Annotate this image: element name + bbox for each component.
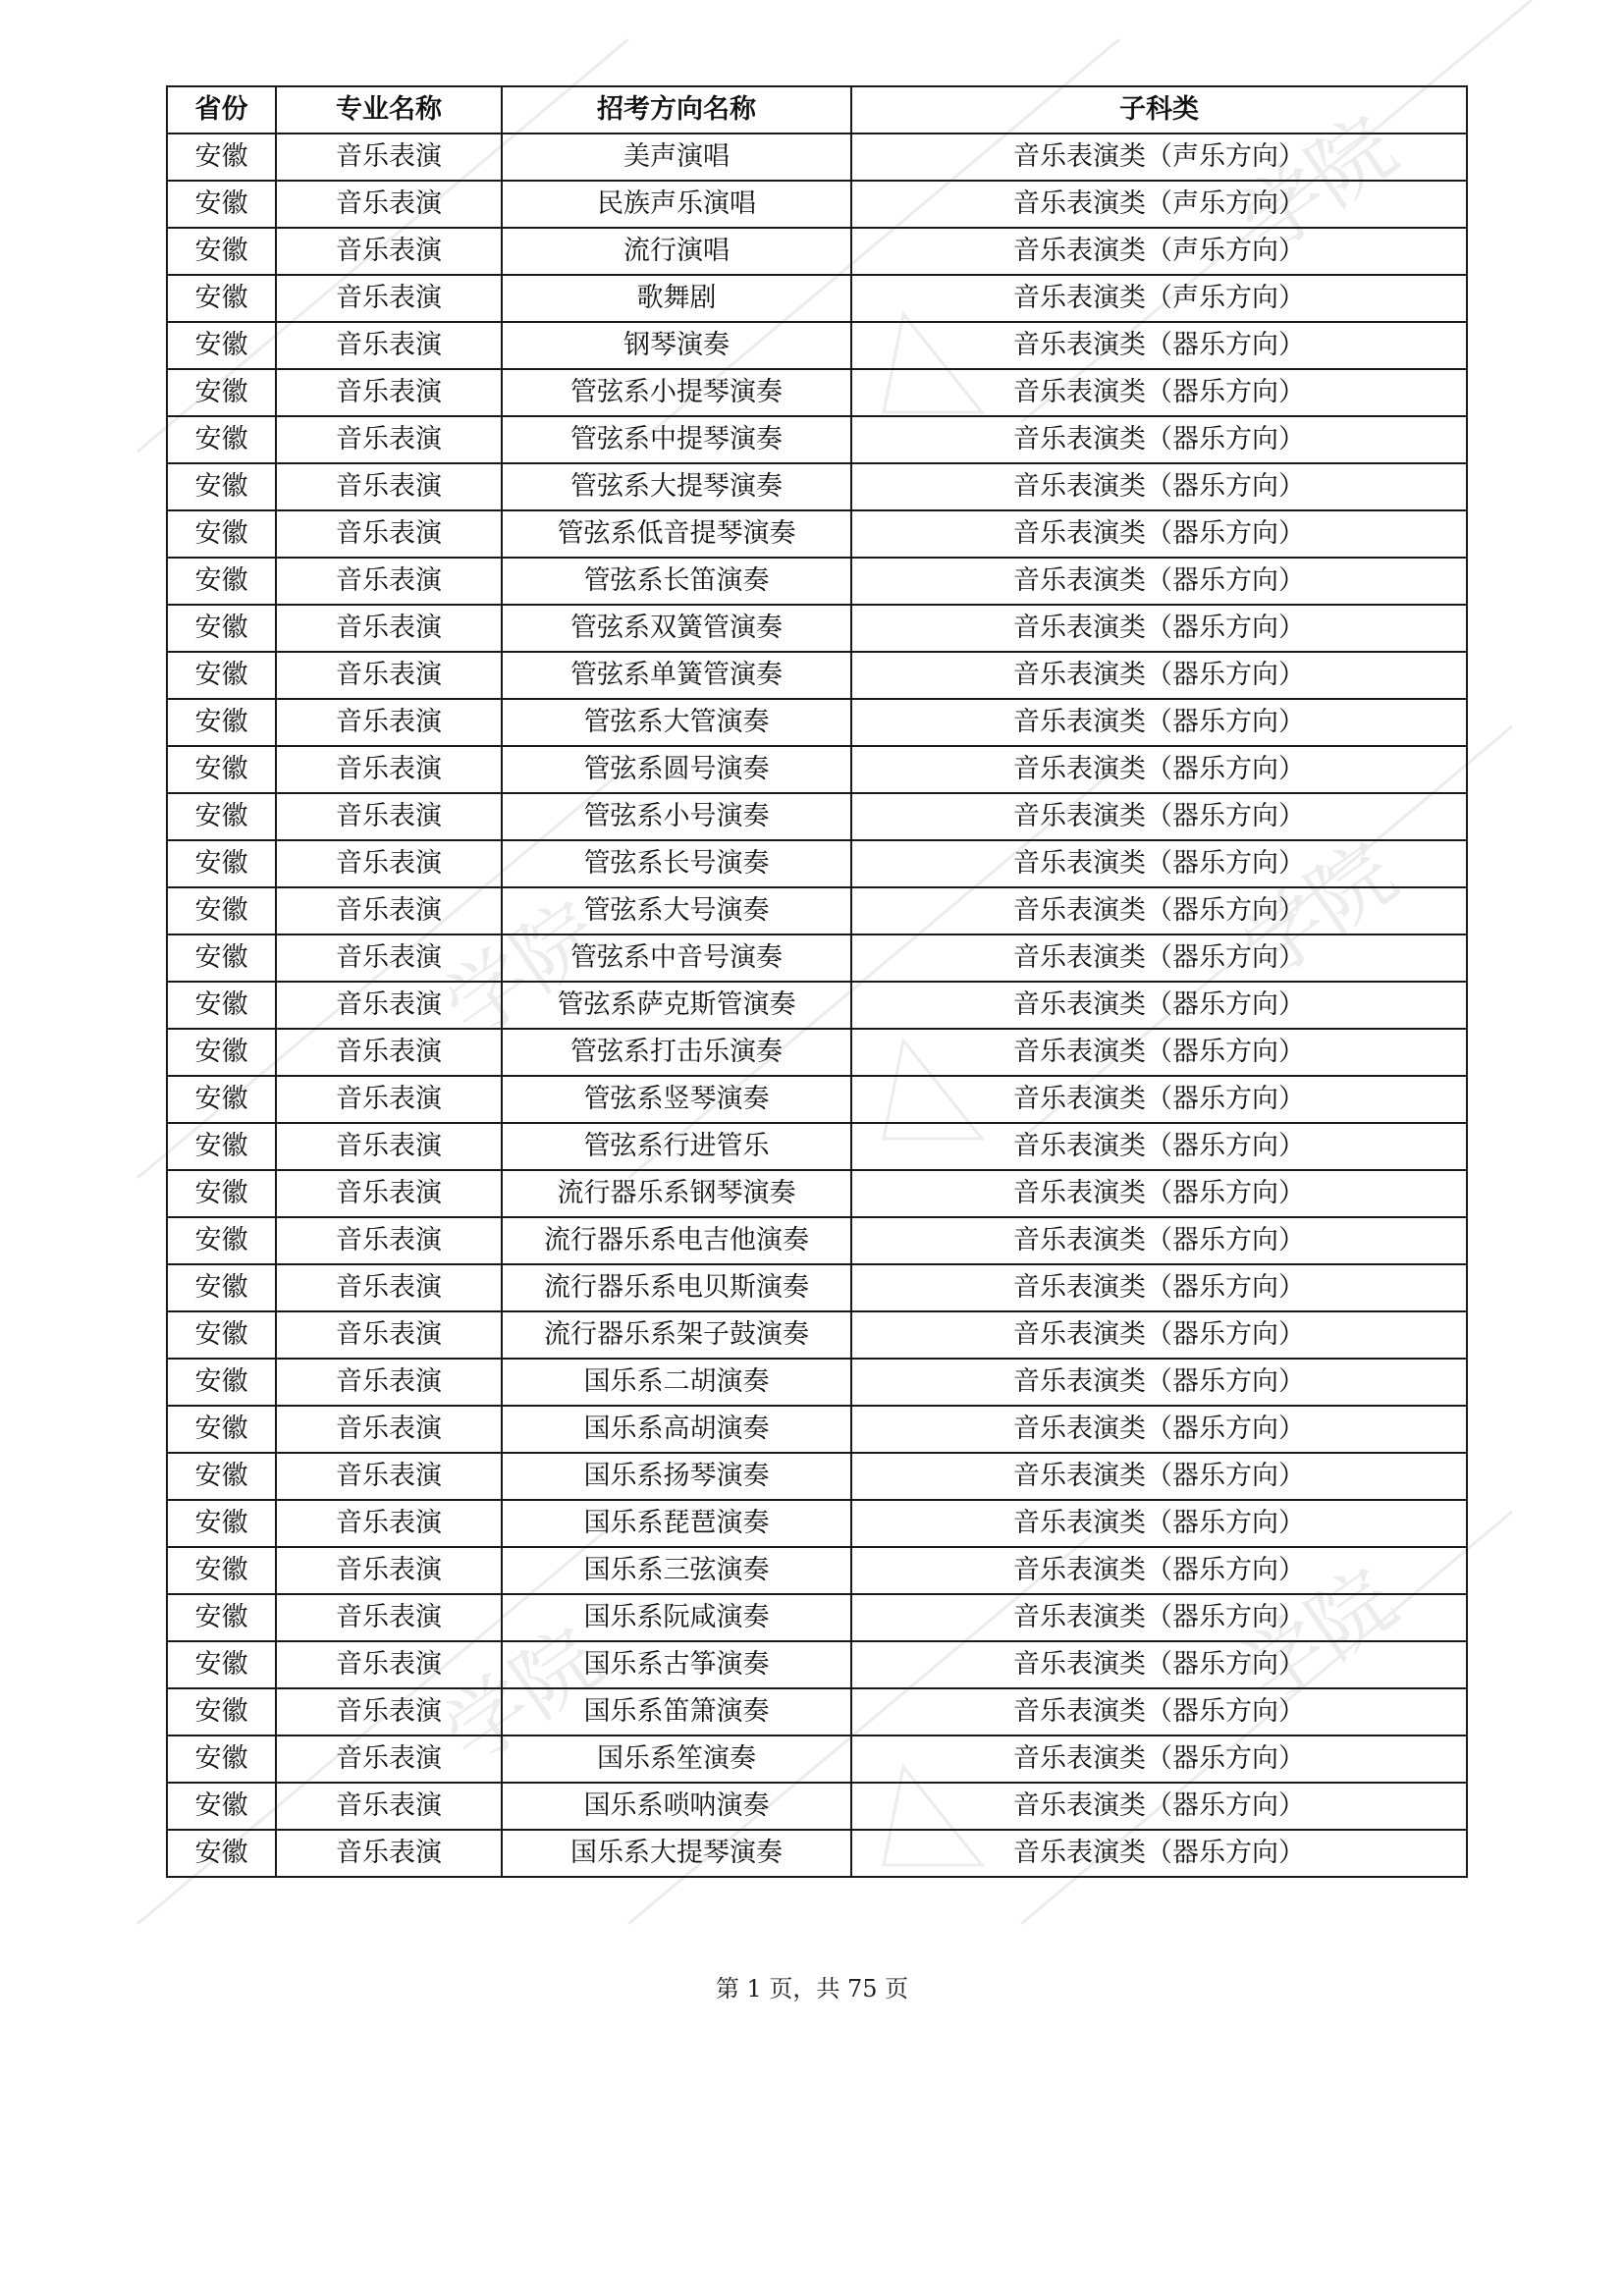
table-header-row bbox=[167, 86, 1467, 133]
cell-subcategory: 音乐表演类（声乐方向） bbox=[851, 133, 1467, 181]
table-row bbox=[167, 1641, 1467, 1688]
cell-major-name: 音乐表演 bbox=[276, 463, 502, 510]
table-row bbox=[167, 1170, 1467, 1217]
cell-province: 安徽 bbox=[167, 1029, 276, 1076]
cell-major-name: 音乐表演 bbox=[276, 982, 502, 1029]
cell-direction-name: 美声演唱 bbox=[502, 133, 851, 181]
cell-direction-name: 民族声乐演唱 bbox=[502, 181, 851, 228]
cell-province: 安徽 bbox=[167, 416, 276, 463]
watermark-text: 学院 bbox=[1222, 1550, 1414, 1725]
cell-province: 安徽 bbox=[167, 887, 276, 934]
cell-major-name: 音乐表演 bbox=[276, 1217, 502, 1264]
cell-major-name: 音乐表演 bbox=[276, 1170, 502, 1217]
cell-subcategory: 音乐表演类（器乐方向） bbox=[851, 463, 1467, 510]
cell-province: 安徽 bbox=[167, 228, 276, 275]
cell-subcategory: 音乐表演类（器乐方向） bbox=[851, 322, 1467, 369]
cell-direction-name: 国乐系古筝演奏 bbox=[502, 1641, 851, 1688]
cell-province: 安徽 bbox=[167, 1830, 276, 1877]
cell-province: 安徽 bbox=[167, 322, 276, 369]
cell-subcategory: 音乐表演类（器乐方向） bbox=[851, 1264, 1467, 1311]
cell-subcategory: 音乐表演类（器乐方向） bbox=[851, 1594, 1467, 1641]
cell-major-name: 音乐表演 bbox=[276, 1029, 502, 1076]
cell-major-name: 音乐表演 bbox=[276, 1311, 502, 1359]
cell-province: 安徽 bbox=[167, 1783, 276, 1830]
table-row bbox=[167, 1735, 1467, 1783]
cell-province: 安徽 bbox=[167, 1170, 276, 1217]
cell-direction-name: 管弦系竖琴演奏 bbox=[502, 1076, 851, 1123]
cell-province: 安徽 bbox=[167, 1076, 276, 1123]
cell-province: 安徽 bbox=[167, 746, 276, 793]
table-row bbox=[167, 1359, 1467, 1406]
cell-major-name: 音乐表演 bbox=[276, 934, 502, 982]
cell-province: 安徽 bbox=[167, 181, 276, 228]
cell-subcategory: 音乐表演类（器乐方向） bbox=[851, 1123, 1467, 1170]
cell-province: 安徽 bbox=[167, 1453, 276, 1500]
cell-major-name: 音乐表演 bbox=[276, 793, 502, 840]
cell-subcategory: 音乐表演类（器乐方向） bbox=[851, 1783, 1467, 1830]
table-row bbox=[167, 1547, 1467, 1594]
cell-province: 安徽 bbox=[167, 652, 276, 699]
cell-direction-name: 管弦系行进管乐 bbox=[502, 1123, 851, 1170]
cell-subcategory: 音乐表演类（器乐方向） bbox=[851, 1217, 1467, 1264]
cell-subcategory: 音乐表演类（器乐方向） bbox=[851, 1688, 1467, 1735]
cell-major-name: 音乐表演 bbox=[276, 1406, 502, 1453]
cell-direction-name: 管弦系大号演奏 bbox=[502, 887, 851, 934]
table-body bbox=[167, 133, 1467, 1877]
table-row bbox=[167, 746, 1467, 793]
cell-province: 安徽 bbox=[167, 840, 276, 887]
cell-major-name: 音乐表演 bbox=[276, 510, 502, 558]
cell-province: 安徽 bbox=[167, 1311, 276, 1359]
cell-subcategory: 音乐表演类（器乐方向） bbox=[851, 934, 1467, 982]
cell-major-name: 音乐表演 bbox=[276, 1594, 502, 1641]
cell-province: 安徽 bbox=[167, 934, 276, 982]
cell-major-name: 音乐表演 bbox=[276, 1076, 502, 1123]
table-row bbox=[167, 228, 1467, 275]
cell-subcategory: 音乐表演类（器乐方向） bbox=[851, 652, 1467, 699]
table-row bbox=[167, 1217, 1467, 1264]
table-row bbox=[167, 605, 1467, 652]
cell-direction-name: 钢琴演奏 bbox=[502, 322, 851, 369]
header-direction-name: 招考方向名称 bbox=[502, 86, 851, 133]
table-row bbox=[167, 982, 1467, 1029]
cell-subcategory: 音乐表演类（器乐方向） bbox=[851, 887, 1467, 934]
table-row bbox=[167, 793, 1467, 840]
cell-major-name: 音乐表演 bbox=[276, 1641, 502, 1688]
cell-subcategory: 音乐表演类（器乐方向） bbox=[851, 1641, 1467, 1688]
cell-major-name: 音乐表演 bbox=[276, 840, 502, 887]
cell-major-name: 音乐表演 bbox=[276, 1123, 502, 1170]
cell-major-name: 音乐表演 bbox=[276, 228, 502, 275]
cell-direction-name: 流行器乐系电吉他演奏 bbox=[502, 1217, 851, 1264]
watermark-text: 学院 bbox=[427, 882, 619, 1057]
table-row bbox=[167, 840, 1467, 887]
table-row bbox=[167, 463, 1467, 510]
cell-direction-name: 流行器乐系架子鼓演奏 bbox=[502, 1311, 851, 1359]
cell-major-name: 音乐表演 bbox=[276, 369, 502, 416]
cell-direction-name: 管弦系大提琴演奏 bbox=[502, 463, 851, 510]
cell-province: 安徽 bbox=[167, 982, 276, 1029]
cell-direction-name: 管弦系长号演奏 bbox=[502, 840, 851, 887]
cell-direction-name: 管弦系打击乐演奏 bbox=[502, 1029, 851, 1076]
cell-major-name: 音乐表演 bbox=[276, 652, 502, 699]
cell-major-name: 音乐表演 bbox=[276, 275, 502, 322]
table-row bbox=[167, 558, 1467, 605]
cell-subcategory: 音乐表演类（器乐方向） bbox=[851, 1406, 1467, 1453]
cell-province: 安徽 bbox=[167, 558, 276, 605]
cell-direction-name: 国乐系琵琶演奏 bbox=[502, 1500, 851, 1547]
table-row bbox=[167, 1500, 1467, 1547]
cell-major-name: 音乐表演 bbox=[276, 887, 502, 934]
cell-province: 安徽 bbox=[167, 275, 276, 322]
cell-subcategory: 音乐表演类（器乐方向） bbox=[851, 1500, 1467, 1547]
cell-subcategory: 音乐表演类（器乐方向） bbox=[851, 1735, 1467, 1783]
cell-direction-name: 流行演唱 bbox=[502, 228, 851, 275]
cell-major-name: 音乐表演 bbox=[276, 1783, 502, 1830]
cell-subcategory: 音乐表演类（器乐方向） bbox=[851, 416, 1467, 463]
cell-province: 安徽 bbox=[167, 1688, 276, 1735]
table-row bbox=[167, 1688, 1467, 1735]
cell-subcategory: 音乐表演类（器乐方向） bbox=[851, 840, 1467, 887]
cell-subcategory: 音乐表演类（器乐方向） bbox=[851, 1830, 1467, 1877]
table-row bbox=[167, 1406, 1467, 1453]
cell-major-name: 音乐表演 bbox=[276, 1359, 502, 1406]
cell-province: 安徽 bbox=[167, 605, 276, 652]
cell-province: 安徽 bbox=[167, 699, 276, 746]
cell-province: 安徽 bbox=[167, 1406, 276, 1453]
cell-province: 安徽 bbox=[167, 369, 276, 416]
table-row bbox=[167, 322, 1467, 369]
table-row bbox=[167, 181, 1467, 228]
cell-major-name: 音乐表演 bbox=[276, 1264, 502, 1311]
page-number: 第 1 页，共 75 页 bbox=[715, 1975, 909, 2002]
watermark-text: 学院 bbox=[1222, 824, 1414, 998]
watermark-text: 学院 bbox=[427, 1609, 619, 1784]
table-row bbox=[167, 1830, 1467, 1877]
cell-subcategory: 音乐表演类（器乐方向） bbox=[851, 1453, 1467, 1500]
cell-subcategory: 音乐表演类（器乐方向） bbox=[851, 369, 1467, 416]
table-row bbox=[167, 1453, 1467, 1500]
table-row bbox=[167, 1123, 1467, 1170]
cell-direction-name: 歌舞剧 bbox=[502, 275, 851, 322]
cell-province: 安徽 bbox=[167, 1547, 276, 1594]
table-row bbox=[167, 1311, 1467, 1359]
cell-direction-name: 国乐系笛箫演奏 bbox=[502, 1688, 851, 1735]
cell-subcategory: 音乐表演类（器乐方向） bbox=[851, 793, 1467, 840]
cell-province: 安徽 bbox=[167, 133, 276, 181]
cell-major-name: 音乐表演 bbox=[276, 416, 502, 463]
cell-direction-name: 管弦系中音号演奏 bbox=[502, 934, 851, 982]
cell-major-name: 音乐表演 bbox=[276, 181, 502, 228]
cell-direction-name: 管弦系双簧管演奏 bbox=[502, 605, 851, 652]
cell-province: 安徽 bbox=[167, 1594, 276, 1641]
cell-major-name: 音乐表演 bbox=[276, 746, 502, 793]
cell-subcategory: 音乐表演类（器乐方向） bbox=[851, 558, 1467, 605]
cell-direction-name: 管弦系低音提琴演奏 bbox=[502, 510, 851, 558]
cell-province: 安徽 bbox=[167, 510, 276, 558]
table-row bbox=[167, 934, 1467, 982]
cell-direction-name: 国乐系扬琴演奏 bbox=[502, 1453, 851, 1500]
cell-direction-name: 管弦系大管演奏 bbox=[502, 699, 851, 746]
cell-major-name: 音乐表演 bbox=[276, 1453, 502, 1500]
header-province: 省份 bbox=[167, 86, 276, 133]
document-sheet bbox=[166, 85, 1466, 1878]
cell-direction-name: 管弦系圆号演奏 bbox=[502, 746, 851, 793]
cell-subcategory: 音乐表演类（声乐方向） bbox=[851, 228, 1467, 275]
cell-direction-name: 管弦系单簧管演奏 bbox=[502, 652, 851, 699]
cell-subcategory: 音乐表演类（器乐方向） bbox=[851, 510, 1467, 558]
table-row bbox=[167, 1029, 1467, 1076]
cell-subcategory: 音乐表演类（器乐方向） bbox=[851, 1076, 1467, 1123]
table-row bbox=[167, 133, 1467, 181]
cell-province: 安徽 bbox=[167, 1500, 276, 1547]
cell-direction-name: 国乐系三弦演奏 bbox=[502, 1547, 851, 1594]
table-row bbox=[167, 1783, 1467, 1830]
cell-direction-name: 国乐系二胡演奏 bbox=[502, 1359, 851, 1406]
cell-subcategory: 音乐表演类（器乐方向） bbox=[851, 1311, 1467, 1359]
cell-subcategory: 音乐表演类（器乐方向） bbox=[851, 1359, 1467, 1406]
cell-major-name: 音乐表演 bbox=[276, 558, 502, 605]
cell-province: 安徽 bbox=[167, 1264, 276, 1311]
cell-direction-name: 流行器乐系钢琴演奏 bbox=[502, 1170, 851, 1217]
cell-direction-name: 国乐系唢呐演奏 bbox=[502, 1783, 851, 1830]
cell-major-name: 音乐表演 bbox=[276, 699, 502, 746]
cell-major-name: 音乐表演 bbox=[276, 1500, 502, 1547]
cell-province: 安徽 bbox=[167, 1641, 276, 1688]
cell-province: 安徽 bbox=[167, 463, 276, 510]
cell-direction-name: 管弦系小号演奏 bbox=[502, 793, 851, 840]
header-subcategory: 子科类 bbox=[851, 86, 1467, 133]
cell-direction-name: 国乐系阮咸演奏 bbox=[502, 1594, 851, 1641]
table-row bbox=[167, 1264, 1467, 1311]
majors-table bbox=[166, 85, 1468, 1878]
cell-province: 安徽 bbox=[167, 1123, 276, 1170]
table-row bbox=[167, 1076, 1467, 1123]
table-row bbox=[167, 887, 1467, 934]
watermark-text: 学院 bbox=[1222, 97, 1414, 272]
cell-direction-name: 管弦系小提琴演奏 bbox=[502, 369, 851, 416]
cell-province: 安徽 bbox=[167, 1359, 276, 1406]
table-row bbox=[167, 1594, 1467, 1641]
table-row bbox=[167, 416, 1467, 463]
cell-province: 安徽 bbox=[167, 793, 276, 840]
cell-subcategory: 音乐表演类（器乐方向） bbox=[851, 1547, 1467, 1594]
cell-major-name: 音乐表演 bbox=[276, 322, 502, 369]
cell-province: 安徽 bbox=[167, 1735, 276, 1783]
cell-direction-name: 流行器乐系电贝斯演奏 bbox=[502, 1264, 851, 1311]
cell-direction-name: 国乐系笙演奏 bbox=[502, 1735, 851, 1783]
cell-subcategory: 音乐表演类（器乐方向） bbox=[851, 605, 1467, 652]
cell-subcategory: 音乐表演类（声乐方向） bbox=[851, 181, 1467, 228]
cell-subcategory: 音乐表演类（器乐方向） bbox=[851, 1170, 1467, 1217]
table-row bbox=[167, 510, 1467, 558]
cell-direction-name: 管弦系中提琴演奏 bbox=[502, 416, 851, 463]
table-row bbox=[167, 652, 1467, 699]
cell-major-name: 音乐表演 bbox=[276, 1547, 502, 1594]
cell-subcategory: 音乐表演类（器乐方向） bbox=[851, 699, 1467, 746]
cell-subcategory: 音乐表演类（器乐方向） bbox=[851, 746, 1467, 793]
cell-major-name: 音乐表演 bbox=[276, 1688, 502, 1735]
cell-subcategory: 音乐表演类（器乐方向） bbox=[851, 1029, 1467, 1076]
table-row bbox=[167, 369, 1467, 416]
cell-subcategory: 音乐表演类（声乐方向） bbox=[851, 275, 1467, 322]
cell-direction-name: 管弦系萨克斯管演奏 bbox=[502, 982, 851, 1029]
table-row bbox=[167, 275, 1467, 322]
cell-direction-name: 国乐系高胡演奏 bbox=[502, 1406, 851, 1453]
cell-subcategory: 音乐表演类（器乐方向） bbox=[851, 982, 1467, 1029]
cell-major-name: 音乐表演 bbox=[276, 133, 502, 181]
cell-major-name: 音乐表演 bbox=[276, 1830, 502, 1877]
cell-major-name: 音乐表演 bbox=[276, 1735, 502, 1783]
header-major-name: 专业名称 bbox=[276, 86, 502, 133]
table-row bbox=[167, 699, 1467, 746]
cell-major-name: 音乐表演 bbox=[276, 605, 502, 652]
cell-direction-name: 管弦系长笛演奏 bbox=[502, 558, 851, 605]
cell-province: 安徽 bbox=[167, 1217, 276, 1264]
cell-direction-name: 国乐系大提琴演奏 bbox=[502, 1830, 851, 1877]
